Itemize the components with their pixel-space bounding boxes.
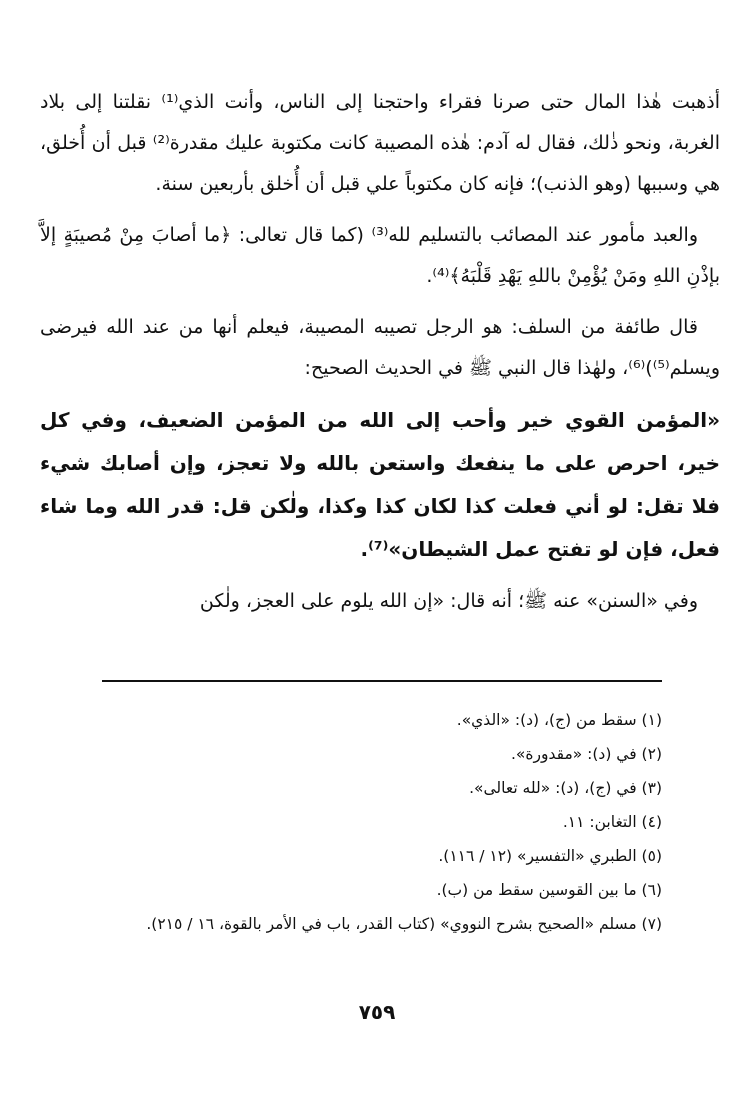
footnote-2: (٢) في (د): «مقدورة». [510, 745, 662, 763]
footnote-7: (٧) مسلم «الصحيح بشرح النووي» (كتاب القدر، باب في الأمر بالقوة، ١٦ / ٢١٥). [146, 915, 662, 933]
paragraph-1: أذهبت هٰذا المال حتى صرنا فقراء واحتجنا إلى الناس، وأنت الذي⁽¹⁾ نقلتنا إلى بلاد الغربة، ونحو ذٰلك، فقال له آدم: هٰذه المصيبة كانت مكتوبة عليك مقدرة⁽²⁾ قبل أن أُخلق، هي وسببها (وهو الذنب)؛ فإنه كان مكتوباً علي قبل أن أُخلق بأربعين سنة. [40, 91, 720, 195]
footnotes [84, 703, 662, 941]
main-text [40, 82, 720, 632]
paragraph-5: وفي «السنن» عنه ﷺ؛ أنه قال: «إن الله يلوم على العجز، ولٰكن [199, 590, 698, 612]
hadith-quote: «المؤمن القوي خير وأحب إلى الله من المؤمن الضعيف، وفي كل خير، احرص على ما ينفعك واستعن بالله ولا تعجز، وإن أصابك شيء فلا تقل: لو أني فعلت كذا لكان كذا وكذا، ولٰكن قل: قدر الله وما شاء فعل، فإن لو تفتح عمل الشيطان»⁽⁷⁾. [40, 408, 720, 561]
paragraph-2: والعبد مأمور عند المصائب بالتسليم لله⁽³⁾ (كما قال تعالى: ﴿ما أصابَ مِنْ مُصيبَةٍ إلاَّ بإذْنِ اللهِ ومَنْ يُؤْمِنْ باللهِ يَهْدِ قَلْبَهُ﴾⁽⁴⁾. [40, 224, 720, 287]
page-number: ٧٥٩ [358, 1000, 396, 1024]
footnote-4: (٤) التغابن: ١١. [562, 813, 662, 831]
footnote-5: (٥) الطبري «التفسير» (١٢ / ١١٦). [438, 847, 662, 865]
footnote-separator [102, 680, 662, 682]
footnote-6: (٦) ما بين القوسين سقط من (ب). [436, 881, 662, 899]
paragraph-3: قال طائفة من السلف: هو الرجل تصيبه المصيبة، فيعلم أنها من عند الله فيرضى ويسلم⁽⁵⁾)⁽⁶⁾، ولهٰذا قال النبي ﷺ في الحديث الصحيح: [40, 316, 720, 379]
footnote-1: (١) سقط من (ج)، (د): «الذي». [456, 711, 662, 729]
footnote-3: (٣) في (ج)، (د): «لله تعالى». [469, 779, 662, 797]
